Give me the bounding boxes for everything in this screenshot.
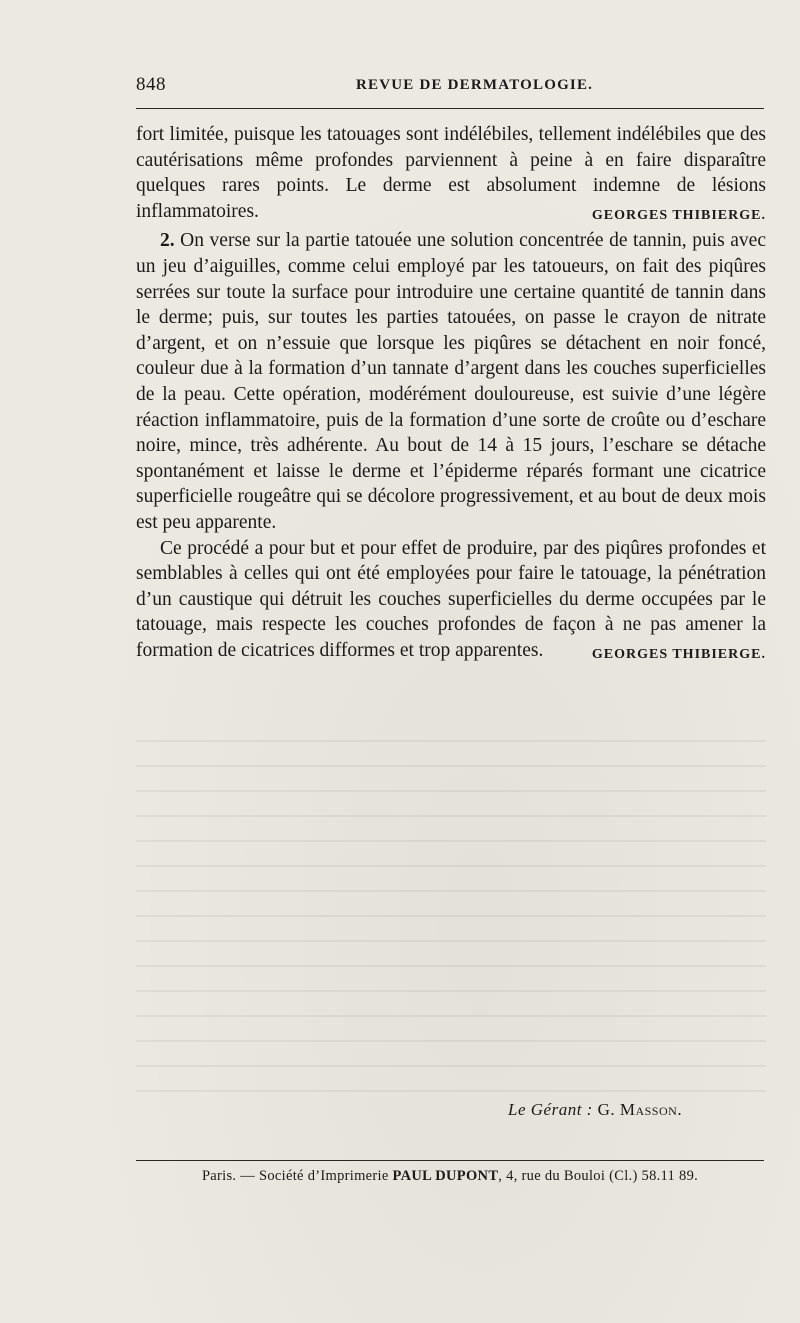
paragraph-2 (136, 228, 766, 535)
gerant-name: G. Masson. (597, 1100, 683, 1119)
paragraph-3-author: GEORGES THIBIERGE. (591, 646, 766, 662)
footer-rule (136, 1160, 764, 1161)
paragraph-3-text: Ce procédé a pour but et pour effet de produire, par des piqûres profondes et semblables à celles qui ont été employées pour faire le tatouage, la pénétration d’un caustique qui détruit les couches superficielles du derme occupées par le tatouage, mais respecte les couches profondes de façon à ne pas amener la formation de cicatrices difformes et trop apparentes. (136, 537, 766, 661)
imprint-prefix: Paris. — Société d’Imprimerie (201, 1168, 393, 1184)
paragraph-2-number: 2. (160, 230, 175, 252)
running-title: REVUE DE DERMATOLOGIE. (356, 77, 594, 93)
page-number: 848 (136, 74, 166, 95)
show-through-texture (136, 740, 766, 1100)
article-body (136, 122, 766, 667)
paragraph-2-text: On verse sur la partie tatouée une solution concentrée de tannin, puis avec un jeu d’aiguilles, comme celui employé par les tatoueurs, on fait des piqûres serrées sur toute la surface pour introduire une certaine quantité de tannin dans le derme; puis, sur toutes les parties tatouées, on passe le crayon de nitrate d’argent, et on n’essuie que lorsque les piqûres se détachent en noir foncé, couleur due à la formation d’un tannate d’argent dans les couches superficielles de la peau. Cette opération, modérément douloureuse, est suivie d’une légère réaction inflammatoire, puis de la formation d’une sorte de croûte ou d’eschare noire, mince, très adhérente. Au bout de 14 à 15 jours, l’eschare se détache spontanément et laisse le derme et l’épiderme réparés formant une cicatrice superficielle rougeâtre qui se décolore progressivement, et au bout de deux mois est peu apparente. (136, 230, 766, 533)
imprint-suffix: , 4, rue du Bouloi (Cl.) 58.11 89. (498, 1168, 699, 1184)
paragraph-3 (136, 536, 766, 664)
header-rule (136, 108, 764, 109)
imprint-line (136, 1168, 764, 1185)
page-header (136, 74, 764, 102)
gerant-line (508, 1100, 682, 1120)
paragraph-1-text: fort limitée, puisque les tatouages sont indélébiles, tellement indélébiles que des cautérisations même profondes parviennent à peine à en faire disparaître quelques rares points. Le derme est absolument indemne de lésions inflammatoires. (136, 124, 766, 222)
paragraph-1-author: GEORGES THIBIERGE. (591, 207, 766, 223)
gerant-label: Le Gérant : (508, 1100, 593, 1119)
paragraph-1 (136, 122, 766, 224)
imprint-printer: PAUL DUPONT (392, 1168, 499, 1184)
